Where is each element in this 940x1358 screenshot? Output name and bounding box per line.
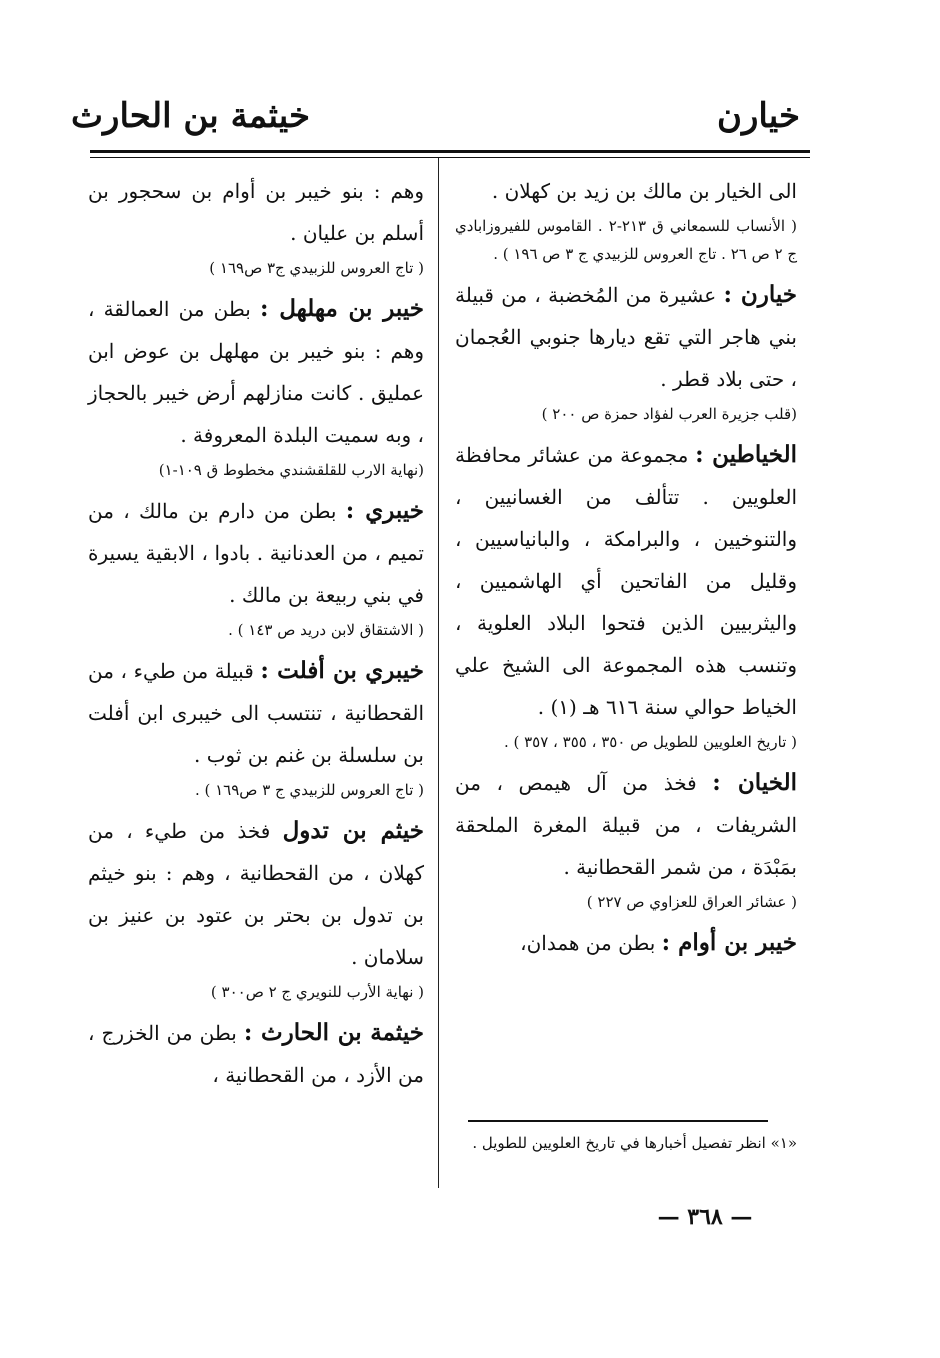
entry-headword: خيبر بن أوام : [661, 929, 797, 956]
entry-headword: خيثمة بن الحارث : [243, 1019, 425, 1046]
page-number: — ٣٦٨ — [657, 1204, 753, 1230]
entry-headword: خيارن : [723, 281, 798, 308]
footnote-rule [468, 1120, 768, 1122]
source-citation: ( تاريخ العلويين للطويل ص ٣٥٠ ، ٣٥٥ ، ٣٥٧ ) . [503, 733, 797, 751]
source-citation: ( الاشتقاق لابن دريد ص ١٤٣ ) . [228, 621, 424, 639]
source-citation: ( عشائر العراق للعزاوي ص ٢٢٧ ) [586, 893, 797, 911]
entry-paragraph [455, 274, 797, 400]
entry-headword: الخياطين : [695, 441, 798, 468]
source-citation: (نهاية الارب للقلقشندي مخطوط ق ١٠٩-١) [158, 461, 424, 479]
entry-paragraph [88, 490, 424, 616]
source-citation: (قلب جزيرة العرب لفؤاد حمزة ص ٢٠٠ ) [541, 405, 797, 423]
entry-paragraph [88, 288, 424, 456]
entry-headword: خيبر بن مهلهل : [259, 295, 424, 322]
entry-text: الى الخيار بن مالك بن زيد بن كهلان . [491, 179, 797, 203]
entry-text: وهم : بنو خيبر بن أوام بن سحجور بن أسلم بن عليان . [88, 179, 424, 245]
entry-text: بطن من همدان، [520, 931, 656, 955]
entry-headword: خيثم بن تدول [282, 817, 424, 844]
entry-text: فخذ من آل هيمص ، من الشريفات ، من قبيلة المغرة الملحقة بمَبْدَة ، من شمر القحطانية . [455, 771, 797, 879]
left-column [88, 170, 424, 1096]
entry-text: عشيرة من المُخضبة ، من قبيلة بني هاجر التي تقع ديارها جنوبي العُجمان ، حتى بلاد قطر . [455, 283, 797, 391]
entry-paragraph [455, 170, 797, 212]
entry-paragraph [88, 810, 424, 978]
entry-headword: خيبري بن أفلت : [260, 657, 424, 684]
entry-text: قبيلة من طيء ، من القحطانية ، تنتسب الى خيبرى ابن أفلت بن سلسلة بن غنم بن ثوب . [88, 659, 424, 767]
entry-paragraph [88, 170, 424, 254]
entry-headword: الخيان : [712, 769, 798, 796]
running-head-left: خيثمة بن الحارث [71, 96, 310, 136]
entry-text: فخذ من طيء ، من كهلان ، من القحطانية ، وهم : بنو خيثم بن تدول بن بحتر بن عتود بن عنيز بن سلامان . [88, 819, 424, 969]
entry-paragraph [455, 762, 797, 888]
right-column [455, 170, 797, 964]
entry-text: مجموعة من عشائر محافظة العلويين . تتألف من الغسانيين ، والتنوخيين ، والبرامكة ، والبانياسيين ، وقليل من الفاتحين أي الهاشميين ، واليثربيين الذين فتحوا البلاد العلوية ، وتنسب هذه المجموعة الى الشيخ علي الخياط حوالي سنة ٦١٦ هـ (١) . [455, 443, 797, 719]
entry-text: بطن من دارم بن مالك ، من تميم ، من العدنانية . بادوا ، الابقية يسيرة في بني ربيعة بن مالك . [88, 499, 424, 607]
source-citation: ( تاج العروس للزبيدي ج٣ ص١٦٩ ) [209, 259, 424, 277]
entry-headword: خيبري : [345, 497, 424, 524]
entry-paragraph [88, 1012, 424, 1096]
source-citation: ( تاج العروس للزبيدي ج ٣ ص١٦٩ ) . [194, 781, 424, 799]
entry-paragraph [88, 650, 424, 776]
entry-text: بطن من العمالقة ، وهم : بنو خيبر بن مهلهل بن عوض ابن عمليق . كانت منازلهم أرض خيبر بالحجاز ، وبه سميت البلدة المعروفة . [88, 297, 424, 447]
footnote: «١» انظر تفصيل أخبارها في تاريخ العلويين للطويل . [472, 1134, 797, 1152]
entry-paragraph [455, 434, 797, 728]
column-divider [438, 158, 439, 1188]
entry-paragraph [455, 922, 797, 964]
header-rule [90, 150, 810, 153]
entry-text: بطن من الخزرج ، من الأزد ، من القحطانية ، [88, 1021, 424, 1087]
header-rule-thin [90, 157, 810, 158]
source-citation: ( الأنساب للسمعاني ق ٢١٣-٢ . القاموس للفيروزابادي ج ٢ ص ٢٦ . تاج العروس للزبيدي ج ٣ ص ١٩٦ ) . [455, 217, 797, 263]
source-citation: ( نهاية الأرب للنويري ج ٢ ص٣٠٠ ) [210, 983, 424, 1001]
running-head-right: خيارن [716, 96, 800, 136]
